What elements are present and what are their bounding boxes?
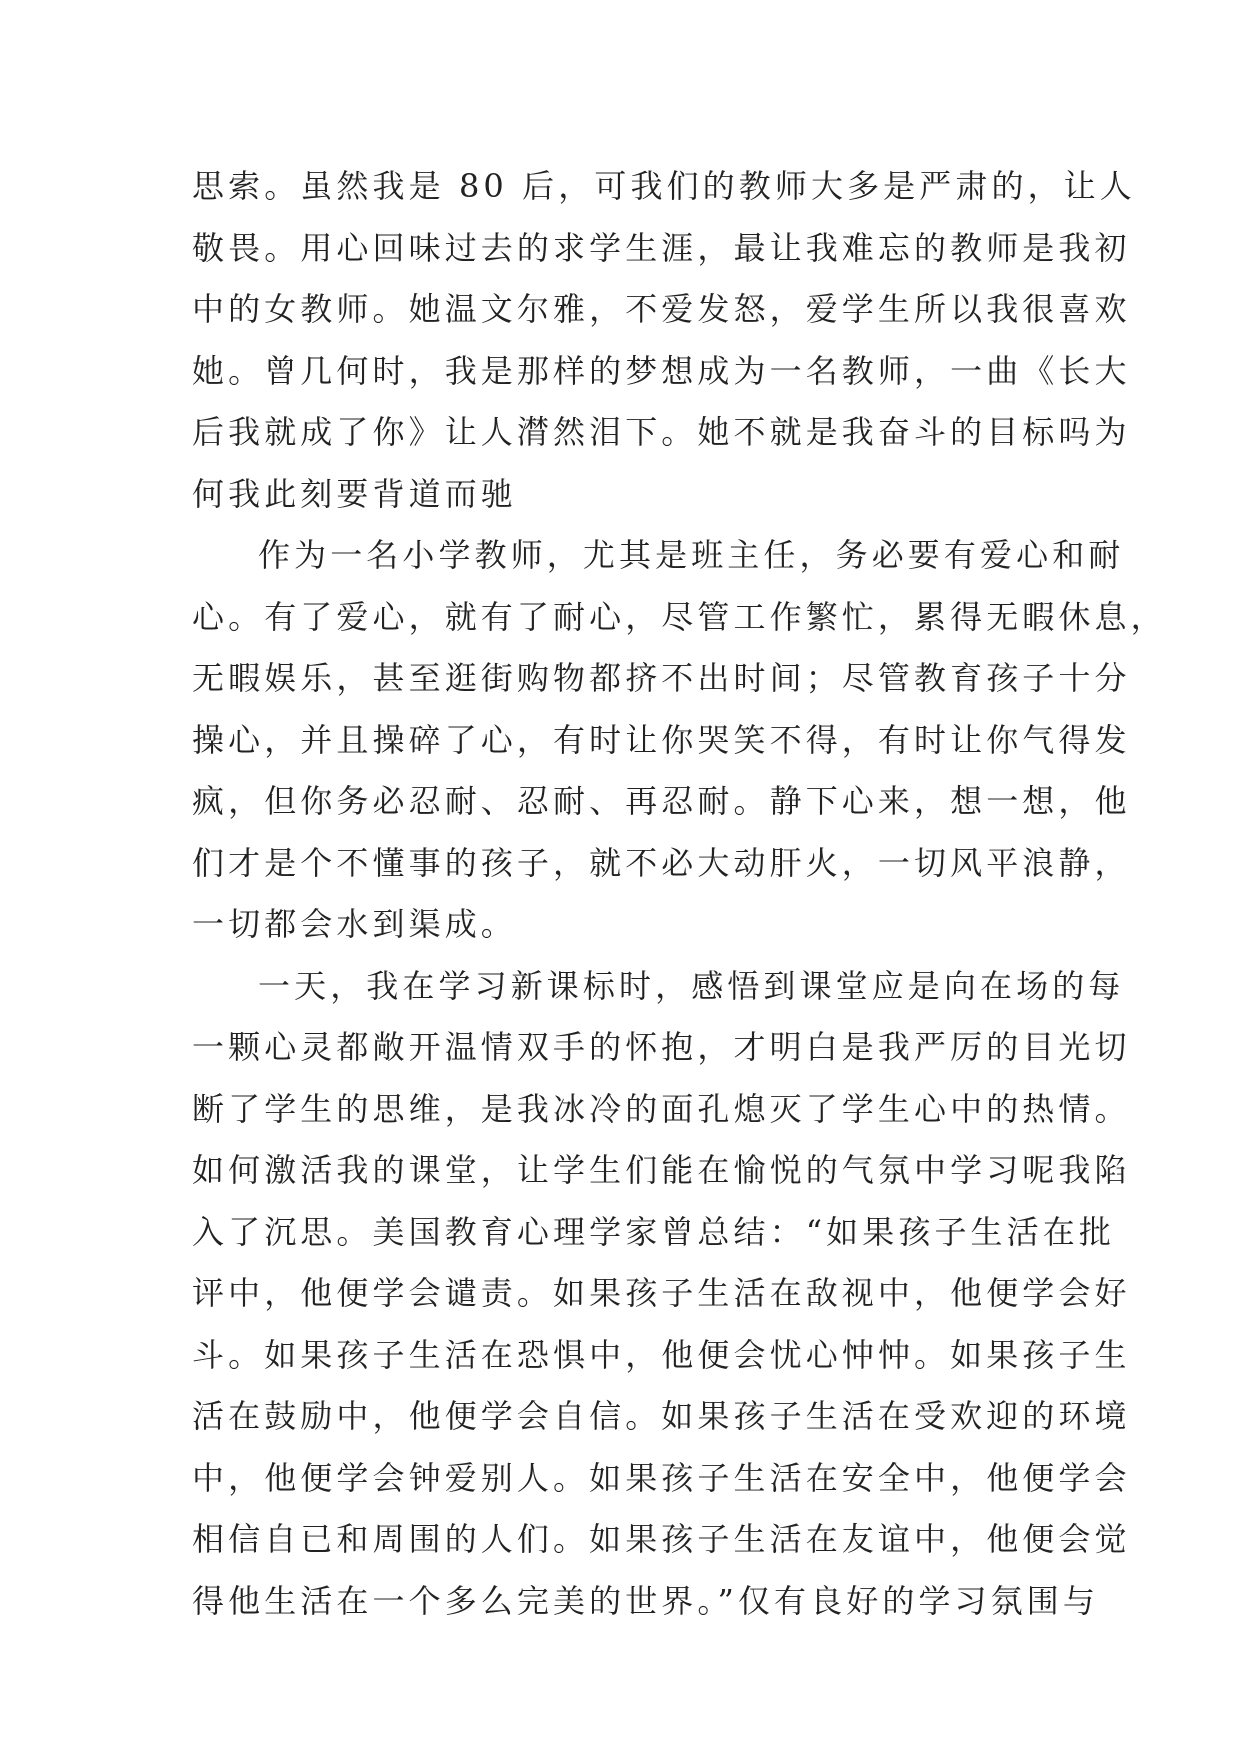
paragraph-first-line: 一天，我在学习新课标时，感悟到课堂应是向在场的每 (258, 966, 1125, 1005)
text-line: 斗。如果孩子生活在恐惧中，他便会忧心忡忡。如果孩子生 (192, 1335, 1131, 1374)
text-line: 她。曾几何时，我是那样的梦想成为一名教师，一曲《长大 (192, 351, 1131, 390)
text-line: 敬畏。用心回味过去的求学生涯，最让我难忘的教师是我初 (192, 228, 1131, 267)
text-line: 一颗心灵都敞开温情双手的怀抱，才明白是我严厉的目光切 (192, 1028, 1131, 1066)
body-text (192, 156, 1167, 1632)
text-line: 疯，但你务必忍耐、忍耐、再忍耐。静下心来，想一想，他 (192, 782, 1131, 820)
text-line: 们才是个不懂事的孩子，就不必大动肝火，一切风平浪静， (192, 843, 1131, 882)
text-line: 如何激活我的课堂，让学生们能在愉悦的气氛中学习呢我陷 (192, 1151, 1131, 1189)
text-line: 断了学生的思维，是我冰冷的面孔熄灭了学生心中的热情。 (192, 1089, 1131, 1128)
text-line: 何我此刻要背道而驰 (192, 474, 517, 513)
text-line: 中，他便学会钟爱别人。如果孩子生活在安全中，他便学会 (192, 1458, 1131, 1497)
paragraph-first-line: 作为一名小学教师，尤其是班主任，务必要有爱心和耐 (258, 536, 1125, 574)
text-line: 后我就成了你》让人潸然泪下。她不就是我奋斗的目标吗为 (192, 413, 1131, 451)
text-line: 得他生活在一个多么完美的世界。”仅有良好的学习氛围与 (192, 1581, 1099, 1620)
text-line: 活在鼓励中，他便学会自信。如果孩子生活在受欢迎的环境 (192, 1397, 1131, 1435)
text-line: 一切都会水到渠成。 (192, 905, 517, 943)
text-line: 入了沉思。美国教育心理学家曾总结：“如果孩子生活在批 (192, 1212, 1115, 1251)
text-line: 操心，并且操碎了心，有时让你哭笑不得，有时让你气得发 (192, 720, 1131, 759)
text-line: 无暇娱乐，甚至逛街购物都挤不出时间；尽管教育孩子十分 (192, 659, 1131, 697)
text-line: 思索。虽然我是 80 后，可我们的教师大多是严肃的，让人 (192, 167, 1136, 205)
text-line: 评中，他便学会谴责。如果孩子生活在敌视中，他便学会好 (192, 1274, 1131, 1312)
text-line: 心。有了爱心，就有了耐心，尽管工作繁忙，累得无暇休息， (192, 597, 1167, 636)
text-line: 中的女教师。她温文尔雅，不爱发怒，爱学生所以我很喜欢 (192, 290, 1131, 328)
text-line: 相信自已和周围的人们。如果孩子生活在友谊中，他便会觉 (192, 1520, 1131, 1558)
